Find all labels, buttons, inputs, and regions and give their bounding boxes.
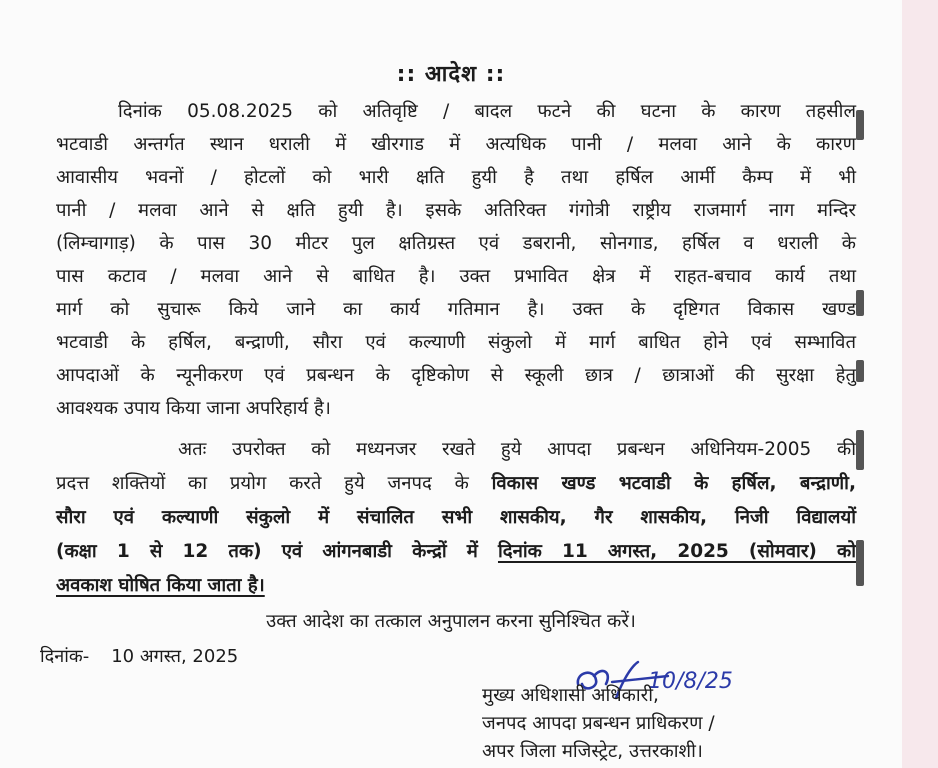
para1-line: भटवाडी के हर्षिल, बन्द्राणी, सौरा एवं कल्याणी संकुलो में मार्ग बाधित होने एवं सम्भावित bbox=[56, 332, 856, 353]
signatory-block bbox=[482, 682, 715, 766]
signatory-designation: मुख्य अधिशासी अधिकारी, bbox=[482, 685, 659, 706]
order-title: :: आदेश :: bbox=[396, 62, 506, 87]
para1-line: मार्ग को सुचारू किये जाने का कार्य गतिमान है। उक्त के दृष्टिगत विकास खण्ड bbox=[56, 299, 856, 320]
date-value: 10 अगस्त, 2025 bbox=[111, 646, 239, 667]
para2-line bbox=[56, 470, 856, 498]
holiday-declaration-underlined: अवकाश घोषित किया जाता है। bbox=[56, 575, 265, 596]
para2-line2-text: प्रदत्त शक्तियों का प्रयोग करते हुये जनपद के bbox=[56, 473, 469, 494]
para1-line: दिनांक 05.08.2025 को अतिवृष्टि / बादल फटने की घटना के कारण तहसील bbox=[118, 101, 856, 122]
para2-bold-line bbox=[56, 572, 856, 600]
compliance-line: उक्त आदेश का तत्काल अनुपालन करना सुनिश्चित करें। bbox=[266, 611, 636, 632]
para2-line: अतः उपरोक्त को मध्यनजर रखते हुये आपदा प्रबन्धन अधिनियम-2005 की bbox=[178, 439, 856, 460]
para1-line: आपदाओं के न्यूनीकरण एवं प्रबन्धन के दृष्टिकोण से स्कूली छात्र / छात्राओं की सुरक्षा हेतु bbox=[56, 365, 856, 386]
para1-line: आवश्यक उपाय किया जाना अपरिहार्य है। bbox=[56, 398, 331, 419]
para1-line: पानी / मलवा आने से क्षति हुयी है। इसके अतिरिक्त गंगोत्री राष्ट्रीय राजमार्ग नाग मन्दिर bbox=[56, 200, 856, 221]
para2-line2-bold: विकास खण्ड भटवाडी के हर्षिल, बन्द्राणी, bbox=[491, 473, 856, 494]
holiday-date-underlined: दिनांक 11 अगस्त, 2025 (सोमवार) को bbox=[497, 541, 856, 562]
para1-line: आवासीय भवनों / होटलों को भारी क्षति हुयी है तथा हर्षिल आर्मी कैम्प में भी bbox=[56, 167, 856, 188]
date-label: दिनांक- bbox=[40, 646, 90, 667]
para1-line: (लिम्चागाड़) के पास 30 मीटर पुल क्षतिग्रस्त एवं डबरानी, सोनगाड, हर्षिल व धराली के bbox=[56, 233, 856, 254]
order-date bbox=[40, 644, 238, 668]
para2-line4-bold: (कक्षा 1 से 12 तक) एवं आंगनबाडी केन्द्रों में bbox=[56, 541, 478, 562]
side-margin-strip bbox=[902, 0, 938, 768]
para1-line: भटवाडी अन्तर्गत स्थान धराली में खीरगाड में अत्यधिक पानी / मलवा आने के कारण bbox=[56, 134, 856, 155]
signatory-office: अपर जिला मजिस्ट्रेट, उत्तरकाशी। bbox=[482, 741, 703, 762]
para1-line: पास कटाव / मलवा आने से बाधित है। उक्त प्रभावित क्षेत्र में राहत-बचाव कार्य तथा bbox=[56, 266, 856, 287]
para2-bold-line: सौरा एवं कल्याणी संकुलो में संचालित सभी शासकीय, गैर शासकीय, निजी विद्यालयों bbox=[56, 507, 856, 528]
signatory-authority: जनपद आपदा प्रबन्धन प्राधिकरण / bbox=[482, 713, 715, 734]
page-edge-marks bbox=[856, 100, 866, 700]
para2-bold-line bbox=[56, 538, 856, 566]
signature-date: 10/8/25 bbox=[648, 669, 733, 694]
